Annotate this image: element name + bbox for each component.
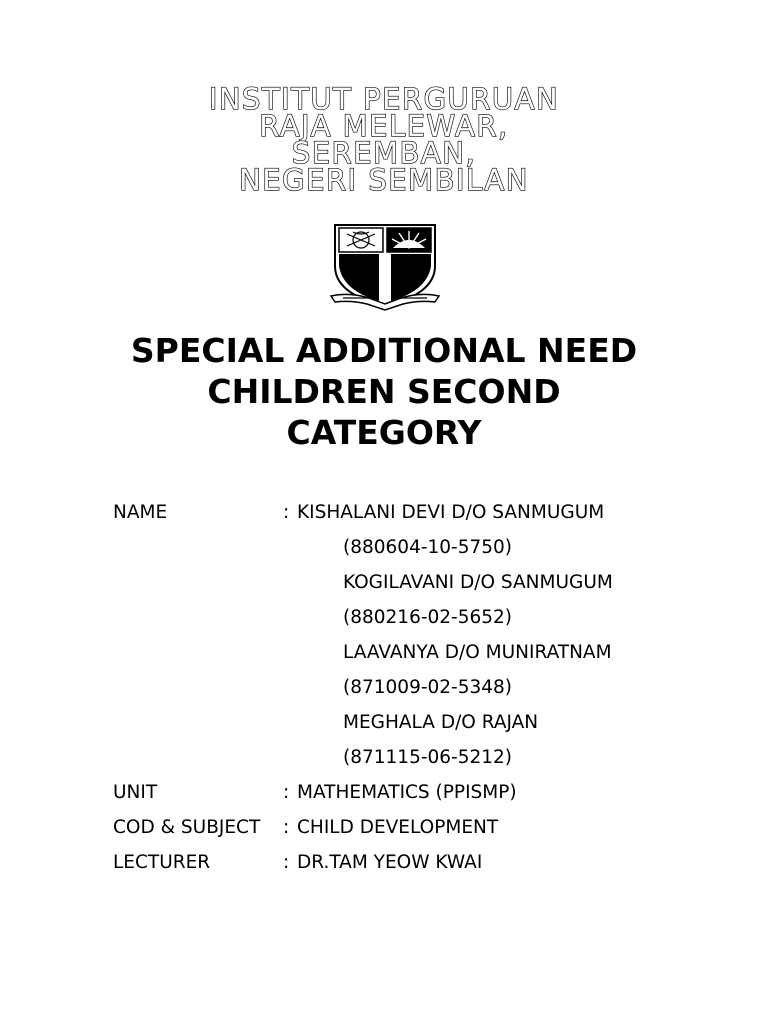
lecturer-colon: : [283,852,290,873]
member-id: (871115-06-5212) [343,747,513,768]
title-line-3: CATEGORY [286,413,482,452]
member-name-row [113,635,713,670]
lecturer-row [113,845,713,880]
member-name-row [113,565,713,600]
member-id-row [113,670,713,705]
member-id-row [113,740,713,775]
institute-name [0,82,768,197]
institute-line-1: INSTITUT PERGURUAN [208,82,560,116]
subject-row [113,810,713,845]
member-id-row [113,600,713,635]
institute-line-3: SEREMBAN, [291,136,477,170]
member-name: LAAVANYA D/O MUNIRATNAM [343,642,612,663]
member-id: (880604-10-5750) [343,537,513,558]
member-id-row [113,530,713,565]
lecturer-label: LECTURER [113,852,211,873]
member-id: (880216-02-5652) [343,607,513,628]
unit-label: UNIT [113,782,158,803]
details-section [113,495,713,880]
unit-colon: : [283,782,290,803]
member-name: KISHALANI DEVI D/O SANMUGUM [297,502,605,523]
institute-line-4: NEGERI SEMBILAN [239,163,529,197]
member-name-row [113,705,713,740]
member-name: KOGILAVANI D/O SANMUGUM [343,572,613,593]
title-line-1: SPECIAL ADDITIONAL NEED [130,331,638,370]
institute-line-2: RAJA MELEWAR, [259,109,509,143]
member-name: MEGHALA D/O RAJAN [343,712,539,733]
document-title [0,330,768,453]
subject-colon: : [283,817,290,838]
subject-value: CHILD DEVELOPMENT [297,817,499,838]
name-label: NAME [113,502,168,523]
institute-crest-icon [329,222,441,312]
name-colon: : [283,502,290,523]
unit-value: MATHEMATICS (PPISMP) [297,782,517,803]
subject-label: COD & SUBJECT [113,817,261,838]
name-row [113,495,713,530]
title-line-2: CHILDREN SECOND [207,372,561,411]
lecturer-value: DR.TAM YEOW KWAI [297,852,483,873]
member-id: (871009-02-5348) [343,677,513,698]
unit-row [113,775,713,810]
